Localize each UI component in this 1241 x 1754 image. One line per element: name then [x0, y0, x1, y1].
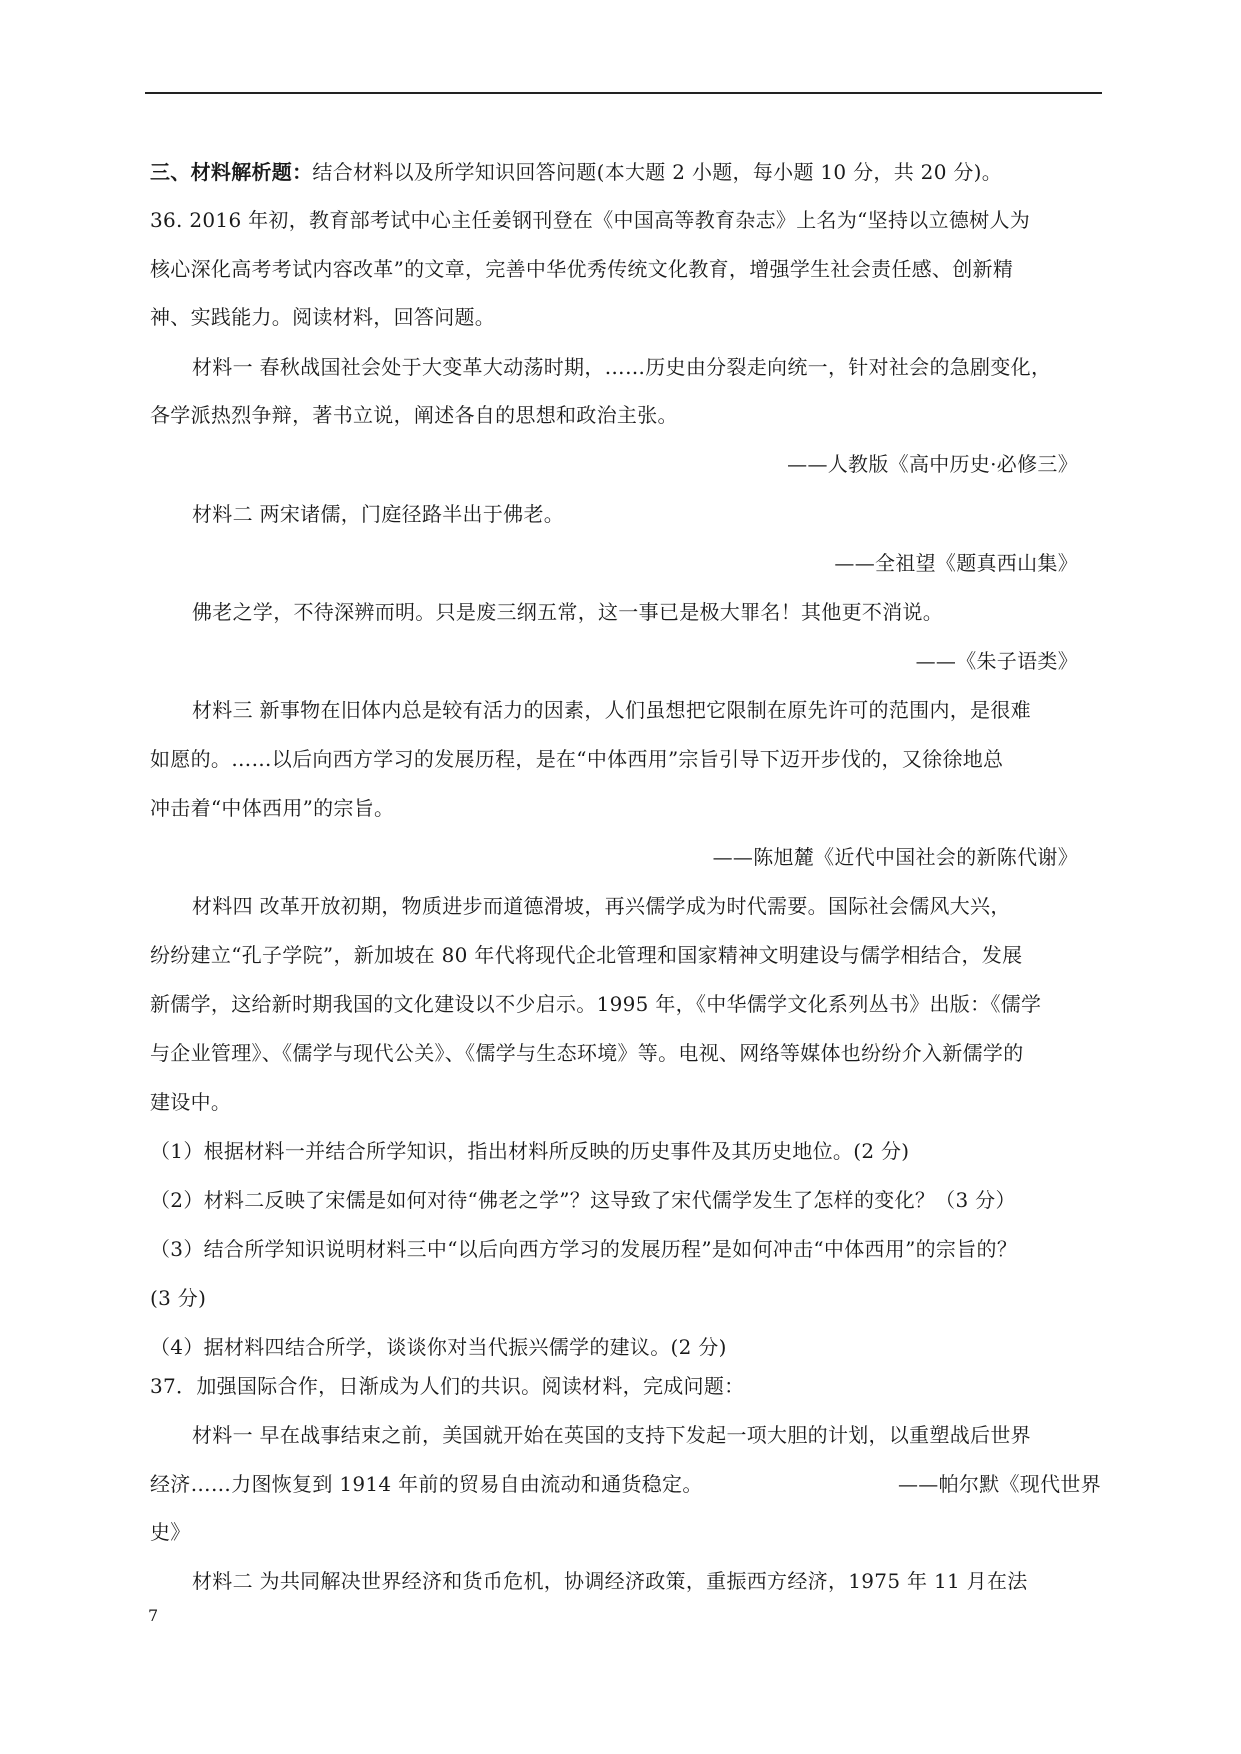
q36-material3-source: ——陈旭麓《近代中国社会的新陈代谢》 — [712, 845, 1078, 869]
q36-material1-source: ——人教版《高中历史·必修三》 — [787, 452, 1078, 476]
q37-material1-line-3: 史》 — [150, 1520, 191, 1544]
page-number: 7 — [148, 1606, 159, 1625]
q36-material2b: 佛老之学，不待深辨而明。只是废三纲五常，这一事已是极大罪名！其他更不消说。 — [192, 600, 944, 624]
q37-material1-line-1: 材料一 早在战事结束之前，美国就开始在英国的支持下发起一项大胆的计划，以重塑战后世界 — [192, 1423, 1031, 1447]
q37-material1-line-2: 经济……力图恢复到 1914 年前的贸易自由流动和通货稳定。 — [150, 1472, 703, 1496]
q36-material4-line-5: 建设中。 — [150, 1090, 232, 1114]
q37-material2: 材料二 为共同解决世界经济和货币危机，协调经济政策，重振西方经济，1975 年 11 月在法 — [192, 1569, 1028, 1593]
q36-material2a: 材料二 两宋诸儒，门庭径路半出于佛老。 — [192, 502, 565, 526]
section-heading: 三、材料解析题： — [150, 160, 313, 184]
q36-material4-line-3: 新儒学，这给新时期我国的文化建设以不少启示。1995 年，《中华儒学文化系列丛书》出版：《儒学 — [150, 992, 1042, 1016]
section-instruction: 结合材料以及所学知识回答问题(本大题 2 小题，每小题 10 分，共 20 分)。 — [312, 160, 1003, 184]
q36-material4-line-4: 与企业管理》、《儒学与现代公关》、《儒学与生态环境》等。电视、网络等媒体也纷纷介入新儒学的 — [150, 1041, 1024, 1065]
q36-material4-line-1: 材料四 改革开放初期，物质进步而道德滑坡，再兴儒学成为时代需要。国际社会儒风大兴， — [192, 894, 1011, 918]
q36-material2a-source: ——全祖望《题真西山集》 — [834, 551, 1078, 575]
header-rule — [145, 92, 1102, 94]
q36-material1-line-2: 各学派热烈争辩，著书立说，阐述各自的思想和政治主张。 — [150, 403, 678, 427]
q36-question-4: （4）据材料四结合所学，谈谈你对当代振兴儒学的建议。(2 分) — [150, 1335, 727, 1359]
q36-question-1: （1）根据材料一并结合所学知识，指出材料所反映的历史事件及其历史地位。(2 分) — [150, 1139, 910, 1163]
q37-material1-source: ——帕尔默《现代世界 — [898, 1472, 1101, 1496]
q36-question-3: （3）结合所学知识说明材料三中“以后向西方学习的发展历程”是如何冲击“中体西用”的宗旨的？ — [150, 1237, 1018, 1261]
q36-material1-line-1: 材料一 春秋战国社会处于大变革大动荡时期，……历史由分裂走向统一，针对社会的急剧变化， — [192, 355, 1052, 379]
q36-intro-line-1: 36. 2016 年初，教育部考试中心主任姜钢刊登在《中国高等教育杂志》上名为“坚持以立德树人为 — [150, 208, 1031, 232]
q36-material3-line-3: 冲击着“中体西用”的宗旨。 — [150, 796, 395, 820]
q36-material3-line-2: 如愿的。……以后向西方学习的发展历程，是在“中体西用”宗旨引导下迈开步伐的，又徐徐地总 — [150, 747, 1004, 771]
q36-material4-line-2: 纷纷建立“孔子学院”，新加坡在 80 年代将现代企北管理和国家精神文明建设与儒学相结合，发展 — [150, 943, 1023, 967]
q36-question-2: （2）材料二反映了宋儒是如何对待“佛老之学”？这导致了宋代儒学发生了怎样的变化？（3 分） — [150, 1188, 1016, 1212]
q36-material2b-source: ——《朱子语类》 — [915, 649, 1078, 673]
q36-question-3-score: (3 分) — [150, 1286, 207, 1310]
q36-intro-line-3: 神、实践能力。阅读材料，回答问题。 — [150, 305, 496, 329]
section-heading-line — [150, 158, 1002, 186]
q37-intro: 37．加强国际合作，日渐成为人们的共识。阅读材料，完成问题： — [150, 1374, 745, 1398]
q36-intro-line-2: 核心深化高考考试内容改革”的文章，完善中华优秀传统文化教育，增强学生社会责任感、创新精 — [150, 257, 1014, 281]
q36-material3-line-1: 材料三 新事物在旧体内总是较有活力的因素，人们虽想把它限制在原先许可的范围内，是很难 — [192, 698, 1031, 722]
